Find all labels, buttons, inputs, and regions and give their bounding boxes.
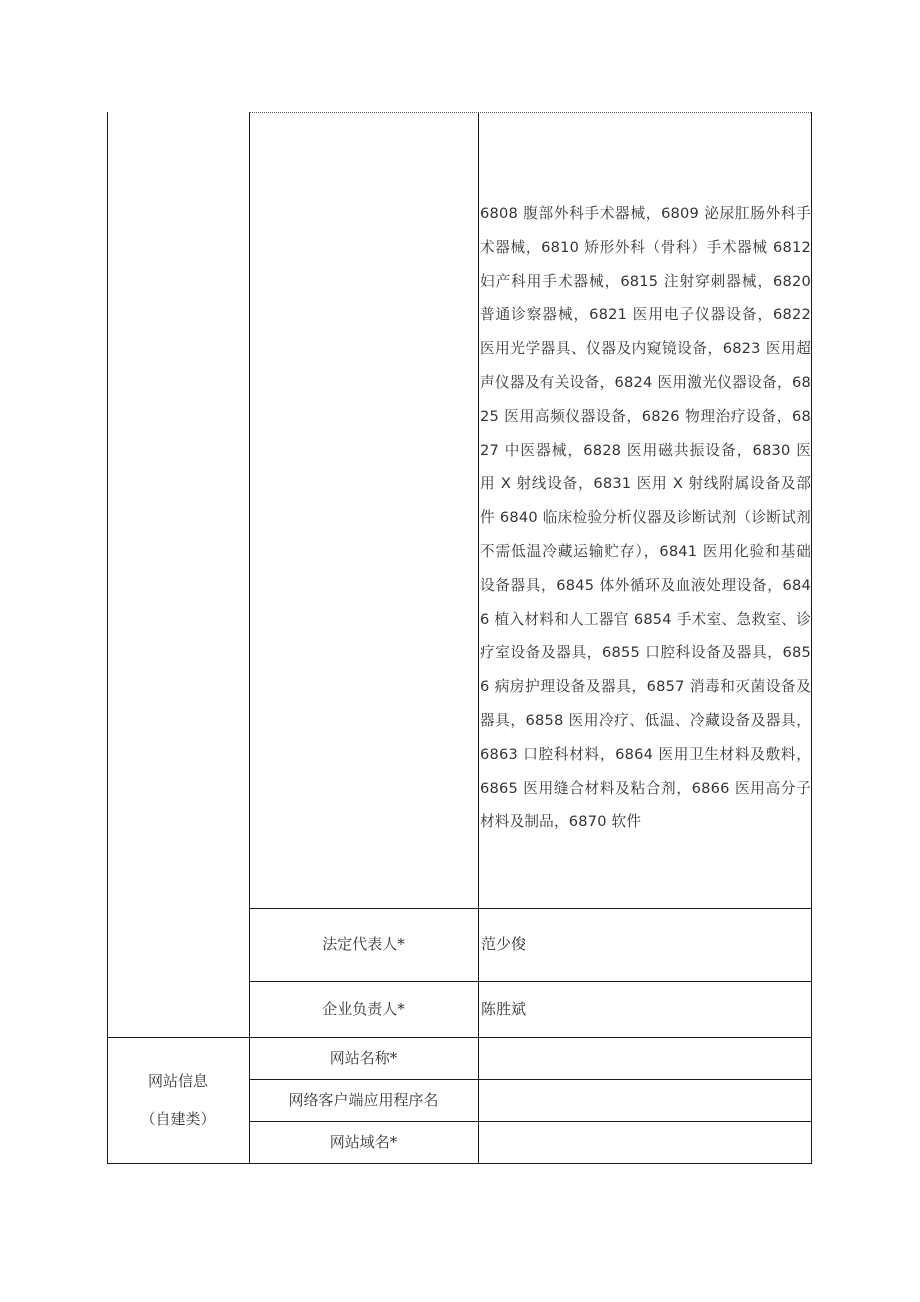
row-divider-site-name <box>249 1079 812 1080</box>
website-section-subtitle: （自建类） <box>140 1110 216 1128</box>
site-name-value[interactable] <box>481 1048 809 1068</box>
responsible-person-value[interactable]: 陈胜斌 <box>481 1000 527 1018</box>
domain-name-label: 网站域名* <box>329 1133 398 1151</box>
row-divider-legal-rep <box>249 981 812 982</box>
app-name-label: 网络客户端应用程序名 <box>288 1091 439 1109</box>
table-border-left <box>107 112 108 1164</box>
table-divider-col2 <box>478 112 479 1164</box>
row-divider-scope <box>249 908 812 909</box>
responsible-person-label: 企业负责人* <box>322 1000 405 1018</box>
legal-rep-value[interactable]: 范少俊 <box>481 935 527 953</box>
table-border-bottom <box>107 1163 812 1164</box>
site-name-label: 网站名称* <box>329 1049 398 1067</box>
app-name-value[interactable] <box>481 1090 809 1110</box>
table-border-right <box>811 112 812 1164</box>
legal-rep-label: 法定代表人* <box>322 935 405 953</box>
row-divider-responsible <box>107 1037 812 1038</box>
row-divider-app-name <box>249 1121 812 1122</box>
website-section-title: 网站信息 <box>147 1072 208 1090</box>
table-top-edge <box>249 112 811 113</box>
domain-name-value[interactable] <box>481 1132 809 1152</box>
business-scope-text: 6808 腹部外科手术器械，6809 泌尿肛肠外科手术器械，6810 矫形外科（骨科）手术器械 6812 妇产科用手术器械，6815 注射穿刺器械，6820 普通诊察器械，6821 医用电子仪器设备，6822 医用光学器具、仪器及内窥镜设备，6823 医用超声仪器及有关设备，6824 医用激光仪器设备，6825 医用高频仪器设备，6826 物理治疗设备，6827 中医器械，6828 医用磁共振设备，6830 医用 X 射线设备，6831 医用 X 射线附属设备及部件 6840 临床检验分析仪器及诊断试剂（诊断试剂不需低温冷藏运输贮存），6841 医用化验和基础设备器具，6845 体外循环及血液处理设备，6846 植入材料和人工器官 6854 手术室、急救室、诊疗室设备及器具，6855 口腔科设备及器具，6856 病房护理设备及器具，6857 消毒和灭菌设备及器具，6858 医用冷疗、低温、冷藏设备及器具，6863 口腔科材料，6864 医用卫生材料及敷料，6865 医用缝合材料及粘合剂，6866 医用高分子材料及制品，6870 软件 <box>480 205 811 831</box>
